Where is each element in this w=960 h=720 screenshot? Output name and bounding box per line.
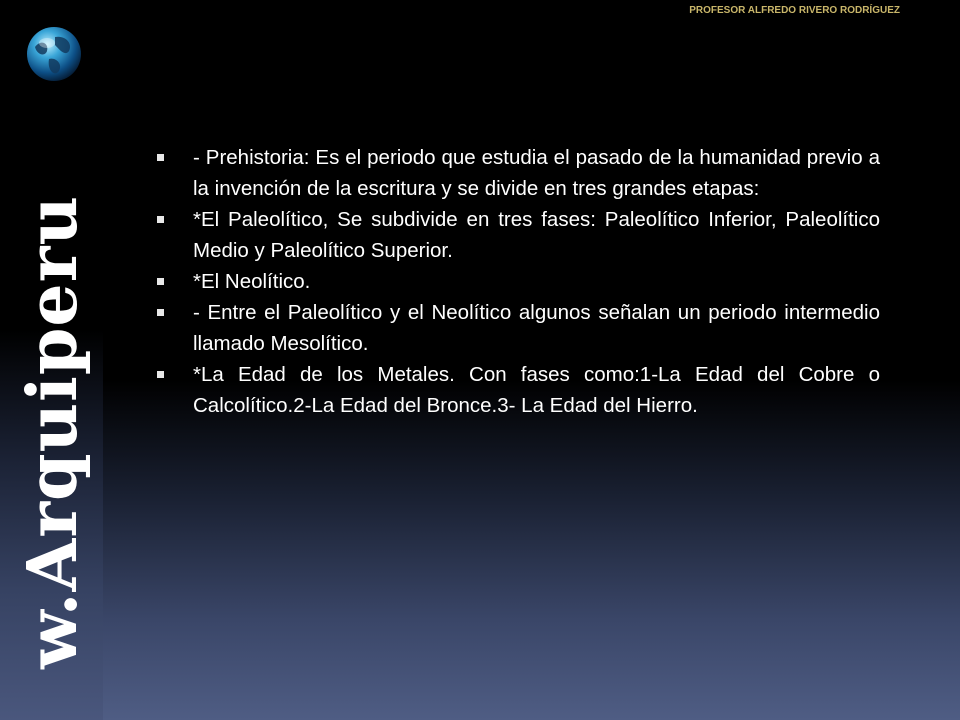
header-author: PROFESOR ALFREDO RIVERO RODRÍGUEZ [689, 5, 900, 16]
list-item [156, 266, 880, 297]
bullet-list [156, 142, 880, 421]
bullet-icon [157, 154, 164, 161]
list-item-text: - Prehistoria: Es el periodo que estudia el pasado de la humanidad previo a la invención de la escritura y se divide en tres grandes etapas: [193, 146, 880, 200]
globe-icon [25, 25, 83, 83]
list-item [156, 297, 880, 359]
vertical-site-title-text: w.Arquiperu [13, 195, 93, 669]
list-item-text: *La Edad de los Metales. Con fases como:1-La Edad del Cobre o Calcolítico.2-La Edad del Bronce.3- La Edad del Hierro. [193, 363, 880, 417]
bullet-icon [157, 278, 164, 285]
list-item [156, 204, 880, 266]
list-item-text: - Entre el Paleolítico y el Neolítico algunos señalan un periodo intermedio llamado Mesolítico. [193, 301, 880, 355]
bullet-icon [157, 216, 164, 223]
list-item-text: *El Paleolítico, Se subdivide en tres fases: Paleolítico Inferior, Paleolítico Medio y Paleolítico Superior. [193, 208, 880, 262]
bullet-icon [157, 371, 164, 378]
list-item [156, 142, 880, 204]
list-item-text: *El Neolítico. [193, 270, 311, 293]
list-item [156, 359, 880, 421]
bullet-icon [157, 309, 164, 316]
